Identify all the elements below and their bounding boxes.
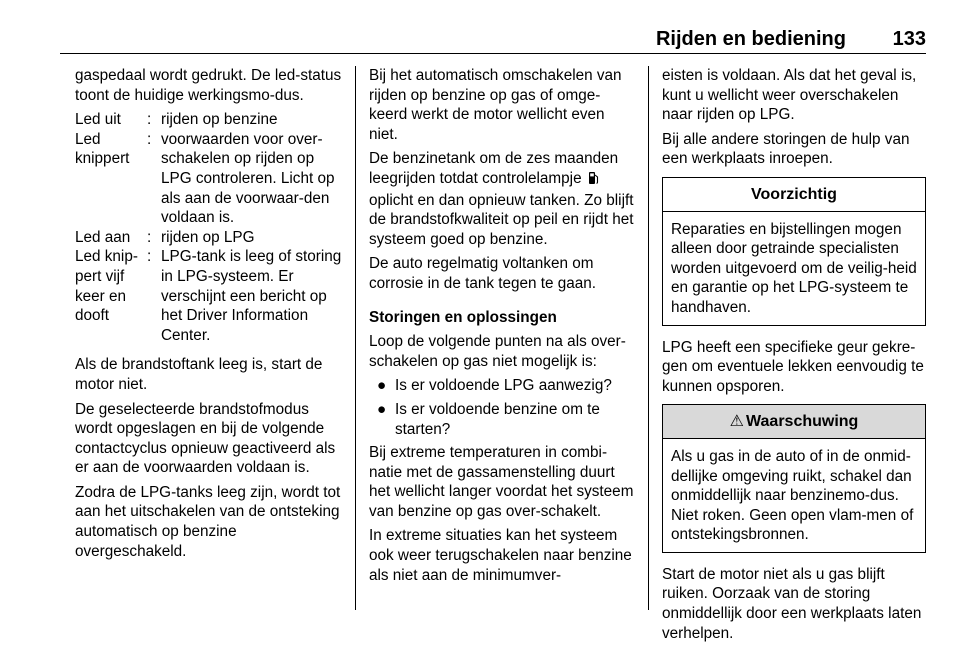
section-heading: Storingen en oplossingen <box>369 308 557 326</box>
list-item <box>369 376 637 396</box>
column-1 <box>75 66 343 566</box>
page-title: Rijden en bediening <box>655 28 846 50</box>
led-term: Led aan <box>75 228 131 246</box>
page-header <box>60 22 926 54</box>
led-row <box>75 247 343 345</box>
caution-body: Reparaties en bijstellingen mogen alleen door getrainde specialisten worden uitgevoerd om de veilig-heid en garantie op het LPG-systeem te handhaven. <box>671 220 917 316</box>
led-row <box>75 110 343 130</box>
fuel-pump-icon <box>588 171 599 191</box>
led-desc: LPG-tank is leeg of storing in LPG-systeem. Er verschijnt een bericht op het Driver Information Center. <box>161 248 342 344</box>
led-desc: rijden op benzine <box>161 111 278 129</box>
colon: : <box>147 228 152 246</box>
paragraph: Bij alle andere storingen de hulp van een werkplaats inroepen. <box>662 130 910 168</box>
led-term: Led knip-pert vijf keer en dooft <box>75 248 138 325</box>
led-term: Led uit <box>75 111 121 129</box>
bullet: ● <box>377 400 387 418</box>
paragraph: eisten is voldaan. Als dat het geval is, kunt u wellicht weer overschakelen naar rijden op LPG. <box>662 67 917 124</box>
list-item <box>369 400 637 439</box>
led-row <box>75 228 343 248</box>
paragraph: In extreme situaties kan het systeem ook weer terugschakelen naar benzine als niet aan de minimumver- <box>369 527 632 584</box>
warning-title: Waarschuwing <box>746 413 859 431</box>
paragraph: LPG heeft een specifieke geur gekre-gen om eventuele lekken eenvoudig te kunnen opsporen. <box>662 338 924 395</box>
paragraph: gaspedaal wordt gedrukt. De led-status toont de huidige werkingsmo-dus. <box>75 67 342 104</box>
paragraph <box>369 149 637 249</box>
warning-body: Als u gas in de auto of in de onmid-dellijke omgeving ruikt, schakel dan onmiddellijk naar benzinemo-dus. Niet roken. Geen open vlam-men of ontstekingsbronnen. <box>671 447 914 544</box>
bullet: ● <box>377 377 387 395</box>
colon: : <box>147 130 152 148</box>
column-3 <box>662 66 926 648</box>
led-term: Led knippert <box>75 130 130 168</box>
paragraph-text: De benzinetank om de zes maanden leegrijden totdat controlelampje <box>369 150 619 187</box>
paragraph: Start de motor niet als u gas blijft ruiken. Oorzaak van de storing onmiddellijk door een werkplaats laten verhelpen. <box>662 565 922 642</box>
header-rule <box>60 53 926 54</box>
led-status-table <box>75 110 343 345</box>
colon: : <box>147 111 152 129</box>
warning-triangle-icon: ⚠ <box>729 413 745 431</box>
column-2 <box>369 66 637 590</box>
led-desc: voorwaarden voor over-schakelen op rijden op LPG controleren. Licht op als aan de voorwaar-den voldaan is. <box>161 130 335 227</box>
paragraph: Als de brandstoftank leeg is, start de motor niet. <box>75 356 323 393</box>
paragraph: De auto regelmatig voltanken om corrosie in de tank tegen te gaan. <box>369 255 597 292</box>
list-item-text: Is er voldoende LPG aanwezig? <box>395 377 612 395</box>
warning-header <box>663 405 925 439</box>
column-divider <box>355 66 356 610</box>
caution-title: Voorzichtig <box>663 178 925 212</box>
caution-box <box>662 177 926 326</box>
paragraph-text: oplicht en dan opnieuw tanken. Zo blijft de brandstofkwaliteit op peil en rijdt het systeem goed op benzine. <box>369 191 634 248</box>
warning-box <box>662 404 926 553</box>
list-item-text: Is er voldoende benzine om te starten? <box>395 400 600 438</box>
column-divider <box>648 66 649 610</box>
paragraph: Bij het automatisch omschakelen van rijden op benzine op gas of omge-keerd werkt de motor wellicht even niet. <box>369 67 622 143</box>
paragraph: De geselecteerde brandstofmodus wordt opgeslagen en bij de volgende contactcyclus opnieuw geactiveerd als er aan de voorwaarden voldaan is. <box>75 400 336 477</box>
page-number: 133 <box>892 28 926 50</box>
colon: : <box>147 248 152 266</box>
led-desc: rijden op LPG <box>161 228 255 246</box>
paragraph: Zodra de LPG-tanks leeg zijn, wordt tot aan het uitschakelen van de ontsteking automatisch op benzine overgeschakeld. <box>75 483 341 560</box>
paragraph: Loop de volgende punten na als over-schakelen op gas niet mogelijk is: <box>369 333 626 370</box>
led-row <box>75 130 343 228</box>
paragraph: Bij extreme temperaturen in combi-natie met de gassamenstelling duurt het wellicht langer voordat het systeem van benzine op gas over-schakelt. <box>369 444 634 520</box>
